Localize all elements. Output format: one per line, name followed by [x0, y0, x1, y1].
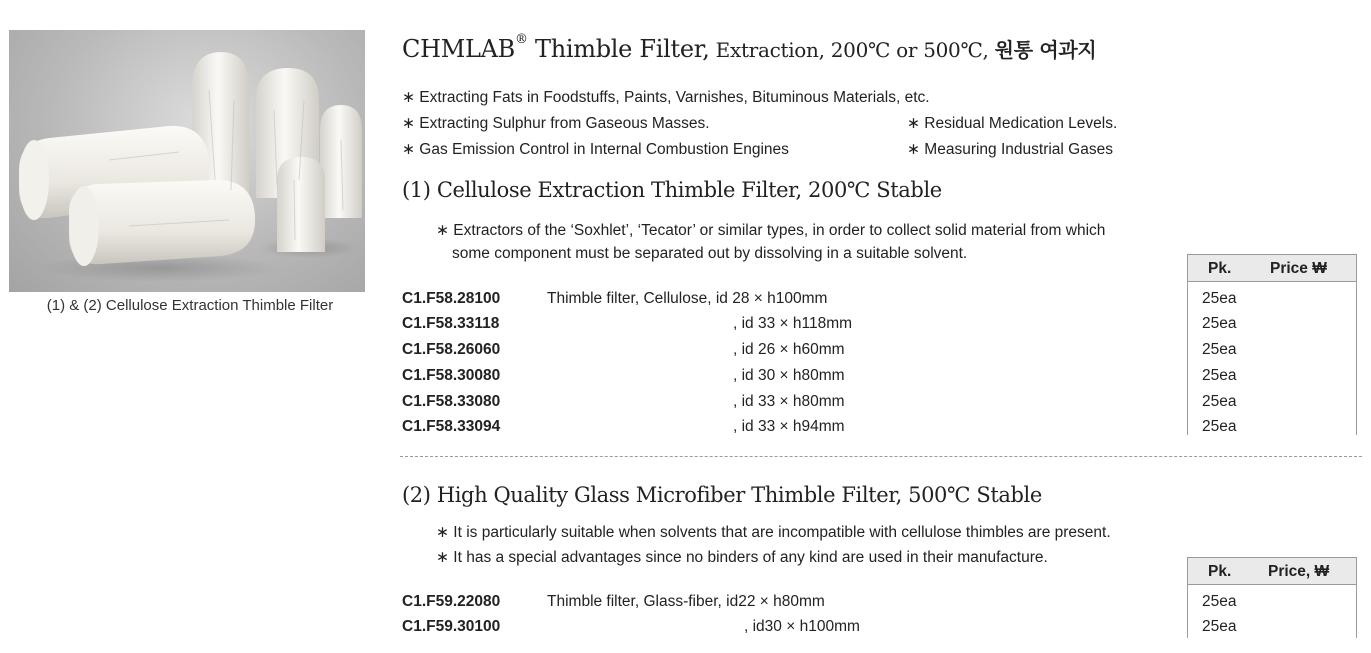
- product-description: , id30 × h100mm: [744, 618, 860, 635]
- product-pack: 25ea: [1202, 315, 1237, 332]
- product-description: , id 30 × h80mm: [733, 367, 845, 384]
- section1-note-line1: ∗ Extractors of the ‘Soxhlet’, ‘Tecator’ or similar types, in order to collect solid material from which: [436, 222, 1106, 239]
- product-pack: 25ea: [1202, 290, 1237, 307]
- section2-title: (2) High Quality Glass Microfiber Thimble Filter, 500℃ Stable: [402, 483, 1042, 507]
- section1-table-header: [1187, 254, 1357, 282]
- pk-column-header: Pk.: [1208, 260, 1232, 277]
- product-code: C1.F58.28100: [402, 290, 501, 307]
- application-item: ∗ Extracting Fats in Foodstuffs, Paints, Varnishes, Bituminous Materials, etc.: [402, 89, 930, 106]
- application-item: ∗ Gas Emission Control in Internal Combustion Engines: [402, 141, 789, 158]
- product-pack: 25ea: [1202, 341, 1237, 358]
- thimble-filter-photo-icon: [9, 30, 365, 292]
- section1-left-rule: [1187, 282, 1188, 435]
- product-code: C1.F58.30080: [402, 367, 501, 384]
- product-code: C1.F58.26060: [402, 341, 501, 358]
- section1-right-rule: [1356, 282, 1357, 435]
- title-korean: 원통 여과지: [994, 38, 1097, 62]
- section2-table-header: [1187, 557, 1357, 585]
- image-caption: (1) & (2) Cellulose Extraction Thimble Filter: [46, 297, 334, 314]
- application-item: ∗ Residual Medication Levels.: [907, 115, 1118, 132]
- page-title: [402, 34, 1096, 63]
- product-code: C1.F58.33080: [402, 393, 501, 410]
- product-code: C1.F58.33118: [402, 315, 500, 332]
- registered-mark: ®: [514, 32, 528, 47]
- application-item: ∗ Extracting Sulphur from Gaseous Masses.: [402, 115, 710, 132]
- product-pack: 25ea: [1202, 618, 1237, 635]
- title-sub: Extraction, 200℃ or 500℃,: [709, 38, 995, 62]
- price-column-header: Price, ₩: [1268, 563, 1330, 580]
- product-pack: 25ea: [1202, 418, 1237, 435]
- product-description: , id 33 × h80mm: [733, 393, 845, 410]
- product-pack: 25ea: [1202, 593, 1237, 610]
- application-item: ∗ Measuring Industrial Gases: [907, 141, 1113, 158]
- product-code: C1.F59.22080: [402, 593, 501, 610]
- price-column-header: Price ₩: [1270, 260, 1327, 277]
- section2-left-rule: [1187, 585, 1188, 638]
- product-description: , id 33 × h118mm: [733, 315, 853, 332]
- section2-right-rule: [1356, 585, 1357, 638]
- product-pack: 25ea: [1202, 367, 1237, 384]
- product-photo: [9, 30, 365, 292]
- pk-column-header: Pk.: [1208, 563, 1232, 580]
- product-pack: 25ea: [1202, 393, 1237, 410]
- section2-note-line1: ∗ It is particularly suitable when solvents that are incompatible with cellulose thimbles are present.: [436, 524, 1111, 541]
- section2-note-line2: ∗ It has a special advantages since no binders of any kind are used in their manufacture.: [436, 549, 1048, 566]
- section1-note-line2: some component must be separated out by dissolving in a suitable solvent.: [452, 245, 968, 262]
- title-main: Thimble Filter,: [527, 35, 710, 63]
- brand-name: CHMLAB: [402, 35, 515, 63]
- product-description: , id 26 × h60mm: [733, 341, 845, 358]
- section-divider: [400, 456, 1362, 457]
- product-description: , id 33 × h94mm: [733, 418, 845, 435]
- product-code: C1.F58.33094: [402, 418, 501, 435]
- section1-title: (1) Cellulose Extraction Thimble Filter, 200℃ Stable: [402, 178, 942, 202]
- product-code: C1.F59.30100: [402, 618, 501, 635]
- product-description: Thimble filter, Cellulose, id 28 × h100mm: [547, 290, 828, 307]
- product-description: Thimble filter, Glass-fiber, id22 × h80mm: [547, 593, 825, 610]
